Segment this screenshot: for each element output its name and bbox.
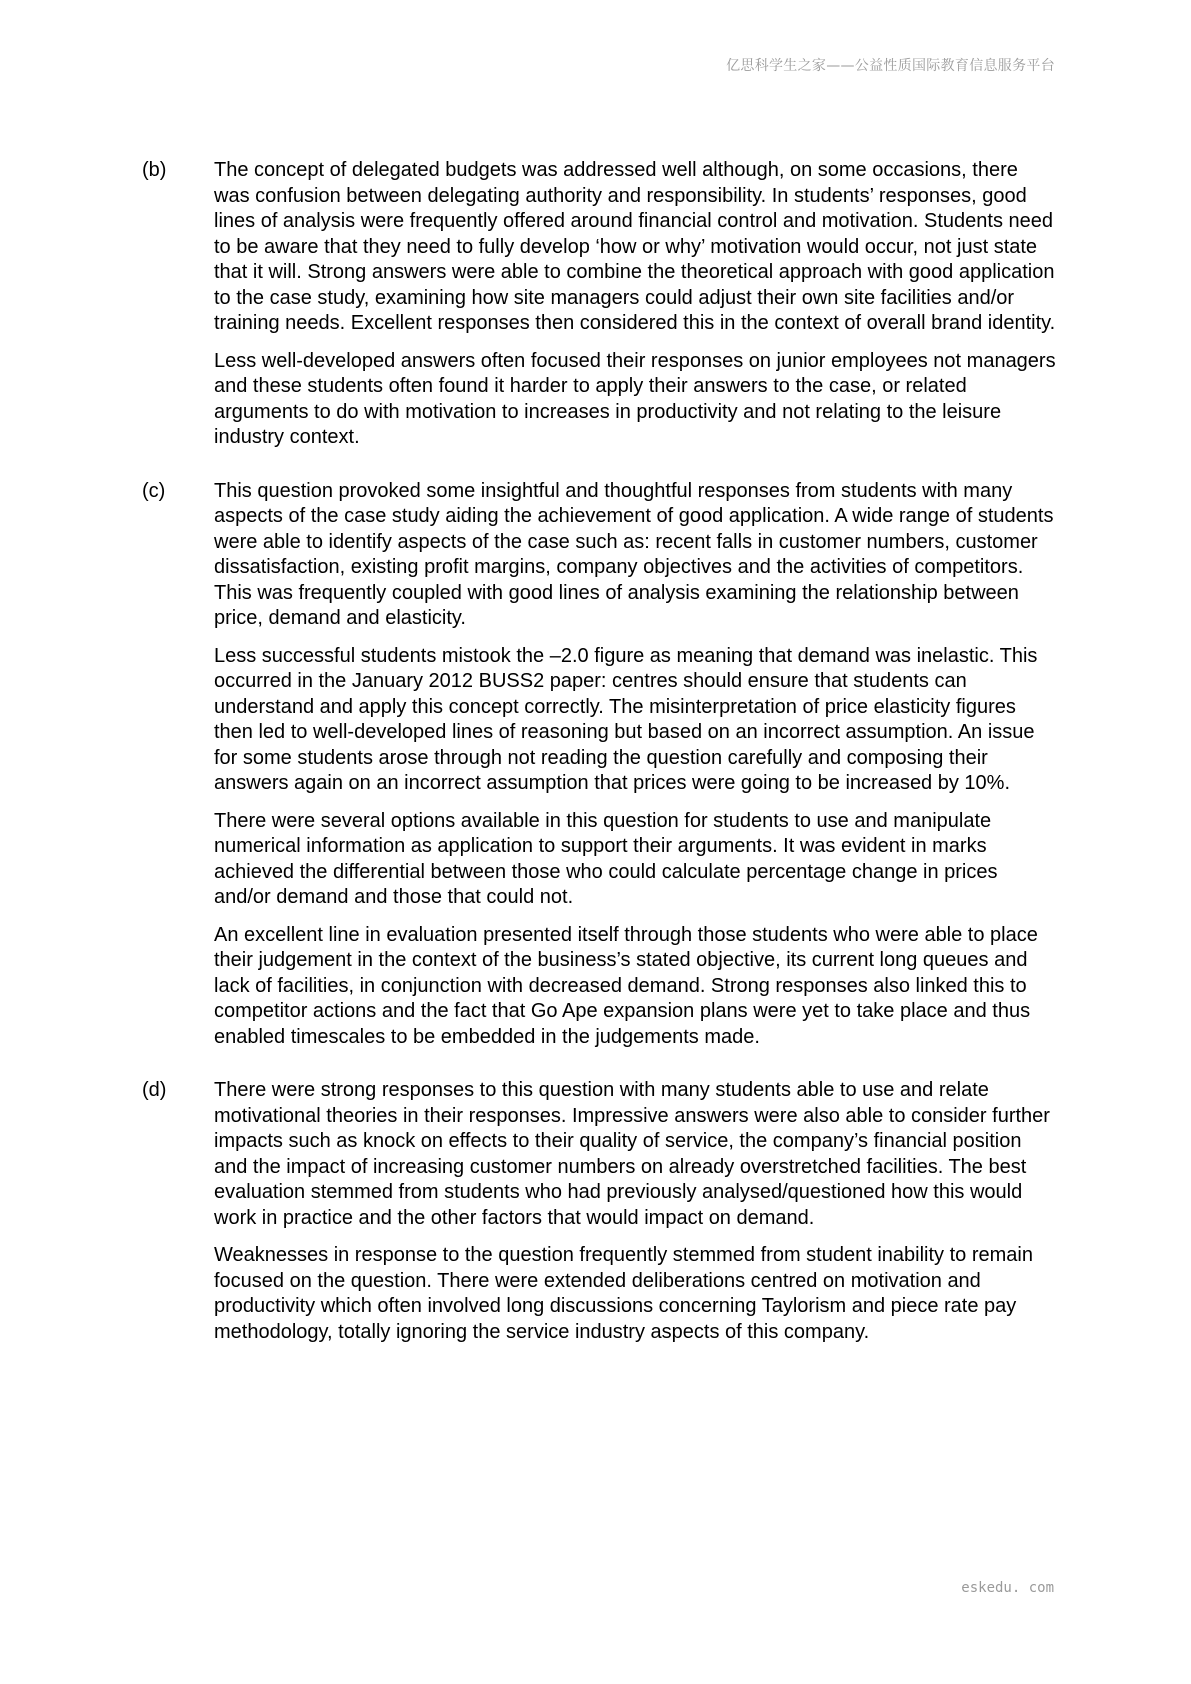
section-label: (d) <box>142 1079 167 1101</box>
section-label: (c) <box>142 479 166 502</box>
section-d <box>142 1078 1056 1345</box>
paragraph: Less successful students mistook the –2.0 figure as meaning that demand was inelastic. This occurred in the January 2012 BUSS2 paper: centres should ensure that students can understand and apply this concept correctly. The misinterpretation of price elasticity figures then led to well-developed lines of reasoning but based on an incorrect assumption. An issue for some students arose through not reading the question carefully and composing their answers again on an incorrect assumption that prices were going to be increased by 10%. <box>214 644 1038 794</box>
paragraph: There were strong responses to this question with many students able to use and relate motivational theories in their responses. Impressive answers were also able to consider further impacts such as knock on effects to their quality of service, the company’s financial position and the impact of increasing customer numbers on already overstretched facilities. The best evaluation stemmed from students who had previously analysed/questioned how this would work in practice and the other factors that would impact on demand. <box>214 1079 1050 1229</box>
section-label: (b) <box>142 159 167 181</box>
page-footer: eskedu. com <box>961 1580 1054 1596</box>
paragraph: An excellent line in evaluation presented itself through those students who were able to place their judgement in the context of the business’s stated objective, its current long queues and lack of facilities, in conjunction with decreased demand. Strong responses also linked this to competitor actions and the fact that Go Ape expansion plans were yet to take place and thus enabled timescales to be embedded in the judgements made. <box>214 923 1038 1048</box>
paragraph: There were several options available in this question for students to use and manipulate numerical information as application to support their arguments. It was evident in marks achieved the differential between those who could calculate percentage change in prices and/or demand and those that could not. <box>214 809 998 908</box>
paragraph: Less well-developed answers often focused their responses on junior employees not managers and these students often found it harder to apply their answers to the case, or related arguments to do with motivation to increases in productivity and not relating to the leisure industry context. <box>214 349 1056 448</box>
paragraph: This question provoked some insightful and thoughtful responses from students with many aspects of the case study aiding the achievement of good application. A wide range of students were able to identify aspects of the case such as: recent falls in customer numbers, customer dissatisfaction, existing profit margins, company objectives and the activities of competitors. This was frequently coupled with good lines of analysis examining the relationship between price, demand and elasticity. <box>214 479 1054 629</box>
section-b <box>142 158 1056 451</box>
paragraph: Weaknesses in response to the question frequently stemmed from student inability to remain focused on the question. There were extended deliberations centred on motivation and productivity which often involved long discussions concerning Taylorism and piece rate pay methodology, totally ignoring the service industry aspects of this company. <box>214 1244 1033 1343</box>
page-header: 亿思科学生之家——公益性质国际教育信息服务平台 <box>726 58 1055 74</box>
paragraph: The concept of delegated budgets was addressed well although, on some occasions, there was confusion between delegating authority and responsibility. In students’ responses, good lines of analysis were frequently offered around financial control and motivation. Students need to be aware that they need to fully develop ‘how or why’ motivation would occur, not just state that it will. Strong answers were able to combine the theoretical approach with good application to the case study, examining how site managers could adjust their own site facilities and/or training needs. Excellent responses then considered this in the context of overall brand identity. <box>214 159 1056 334</box>
section-c <box>142 479 1056 1051</box>
document-body <box>142 158 1056 1373</box>
